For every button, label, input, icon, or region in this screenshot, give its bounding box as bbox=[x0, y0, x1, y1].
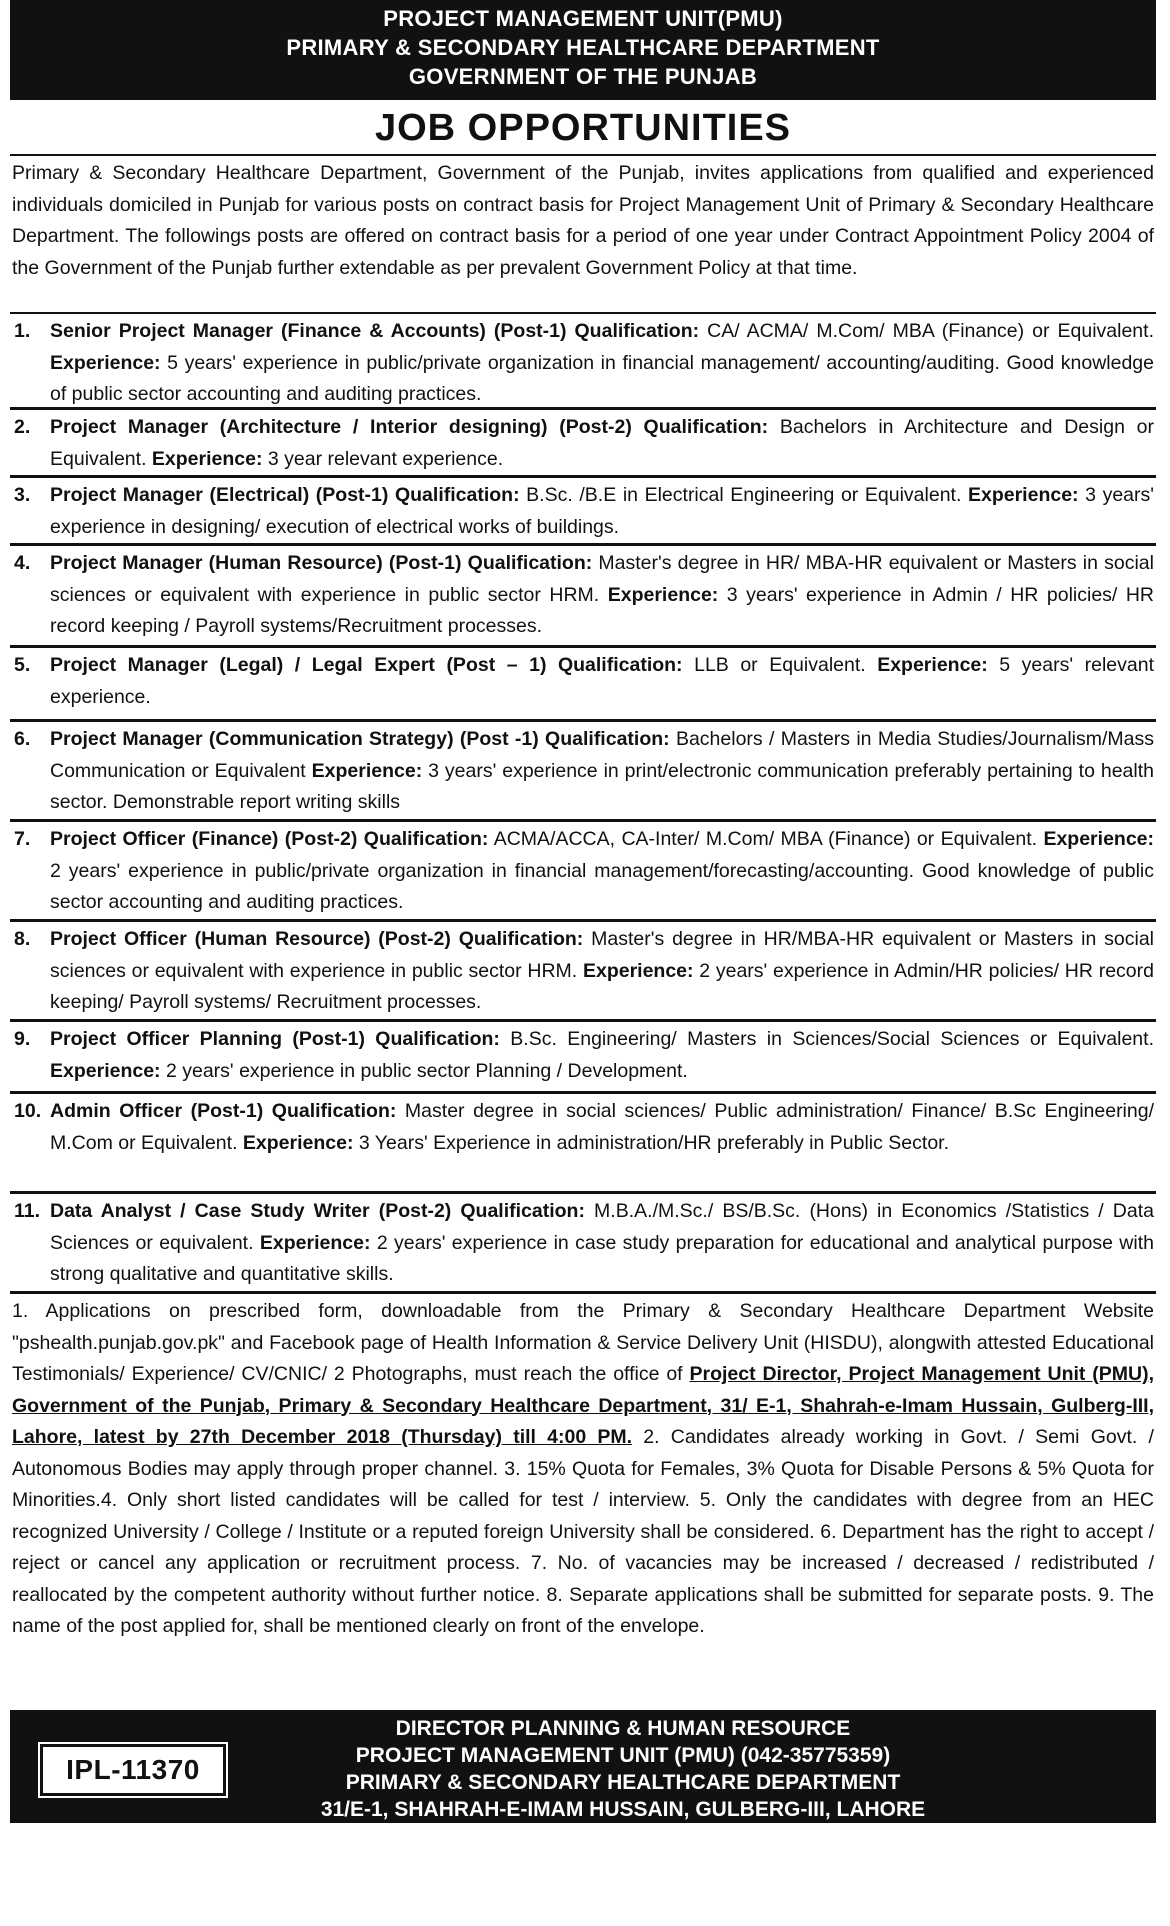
post-number: 10. bbox=[14, 1100, 42, 1122]
experience-label: Experience: bbox=[50, 351, 161, 374]
experience-label: Experience: bbox=[607, 583, 719, 606]
post-qualification: Bachelors in Architecture and Design or Equivalent. bbox=[50, 416, 1155, 470]
post-number: 5. bbox=[14, 654, 31, 676]
post-title: Project Manager (Architecture / Interior designing) (Post-2) Qualification: bbox=[50, 416, 769, 438]
intro-paragraph: Primary & Secondary Healthcare Department, Government of the Punjab, invites applications from qualified and experienced individuals domiciled in Punjab for various posts on contract basis for Project Management Unit of Primary & Secondary Healthcare Department. The followings posts are offered on contract basis for a period of one year under Contract Appointment Policy 2004 of the Government of the Punjab further extendable as per prevalent Government Policy at that time. bbox=[10, 156, 1156, 314]
post-number: 4. bbox=[14, 552, 31, 574]
experience-label: Experience: bbox=[259, 1231, 371, 1254]
post-number: 2. bbox=[14, 416, 31, 438]
post-experience: 3 year relevant experience. bbox=[262, 447, 504, 470]
post-item bbox=[10, 648, 1156, 722]
post-item bbox=[10, 314, 1156, 410]
post-title: Project Officer (Human Resource) (Post-2) Qualification: bbox=[50, 928, 584, 950]
post-number: 9. bbox=[14, 1028, 31, 1050]
post-text bbox=[50, 924, 1154, 1019]
footer-line-unit: PROJECT MANAGEMENT UNIT (PMU) (042-35775359) bbox=[355, 1744, 891, 1767]
post-number: 7. bbox=[14, 828, 31, 850]
post-text bbox=[50, 480, 1154, 543]
post-item bbox=[10, 1094, 1156, 1194]
post-title: Project Officer (Finance) (Post-2) Qualification: bbox=[50, 828, 489, 850]
post-qualification: B.Sc. /B.E in Electrical Engineering or Equivalent. bbox=[519, 484, 968, 506]
post-number: 6. bbox=[14, 728, 31, 750]
post-title: Project Officer Planning (Post-1) Qualification: bbox=[50, 1028, 500, 1050]
post-item bbox=[10, 822, 1156, 922]
experience-label: Experience: bbox=[311, 759, 423, 782]
post-experience: 3 years' experience in print/electronic communication preferably pertaining to health sector. Demonstrable report writing skills bbox=[50, 759, 1154, 813]
post-item bbox=[10, 1194, 1156, 1294]
header-banner bbox=[10, 0, 1156, 100]
post-item bbox=[10, 546, 1156, 648]
post-qualification: M.B.A./M.Sc./ BS/B.Sc. (Hons) in Economics /Statistics / Data Sciences or equivalent. bbox=[50, 1200, 1154, 1254]
post-experience: 2 years' experience in public sector Planning / Development. bbox=[160, 1059, 688, 1082]
footer-line-address: 31/E-1, SHAHRAH-E-IMAM HUSSAIN, GULBERG-III, LAHORE bbox=[320, 1798, 926, 1821]
post-text bbox=[50, 1096, 1154, 1191]
post-item bbox=[10, 922, 1156, 1022]
post-item bbox=[10, 722, 1156, 822]
footer-line-department: PRIMARY & SECONDARY HEALTHCARE DEPARTMENT bbox=[345, 1771, 901, 1794]
post-title: Project Manager (Legal) / Legal Expert (Post – 1) Qualification: bbox=[50, 654, 683, 676]
post-experience: 3 Years' Experience in administration/HR preferably in Public Sector. bbox=[353, 1131, 949, 1154]
post-number: 8. bbox=[14, 928, 31, 950]
experience-label: Experience: bbox=[242, 1131, 354, 1154]
post-experience: 5 years' relevant experience. bbox=[50, 654, 1154, 708]
experience-label: Experience: bbox=[877, 654, 988, 676]
application-notes bbox=[10, 1294, 1156, 1712]
post-qualification: CA/ ACMA/ M.Com/ MBA (Finance) or Equivalent. bbox=[699, 320, 1154, 342]
post-experience: 2 years' experience in Admin/HR policies/ HR record keeping/ Payroll systems/ Recruitment processes. bbox=[50, 959, 1154, 1013]
notes-address: Project Director, Project Management Unit (PMU), Government of the Punjab, Primary & Secondary Healthcare Department, 31/ E-1, Shahrah-e-Imam Hussain, Gulberg-III, Lahore, latest by 27th December 2018 (Thursday) till 4:00 PM. bbox=[12, 1363, 1154, 1448]
post-item bbox=[10, 478, 1156, 546]
posts-list bbox=[10, 314, 1156, 1294]
post-title: Project Manager (Electrical) (Post-1) Qualification: bbox=[50, 484, 520, 506]
experience-label: Experience: bbox=[582, 959, 694, 982]
post-item bbox=[10, 410, 1156, 478]
header-line-unit: PROJECT MANAGEMENT UNIT(PMU) bbox=[383, 6, 783, 31]
post-title: Senior Project Manager (Finance & Accounts) (Post-1) Qualification: bbox=[50, 320, 700, 342]
page-title: JOB OPPORTUNITIES bbox=[10, 100, 1156, 156]
post-qualification: Master degree in social sciences/ Public administration/ Finance/ B.Sc Engineering/ M.Com or Equivalent. bbox=[50, 1100, 1154, 1154]
post-experience: 3 years' experience in Admin / HR policies/ HR record keeping / Payroll systems/Recruitment processes. bbox=[50, 583, 1155, 637]
footer-line-director: DIRECTOR PLANNING & HUMAN RESOURCE bbox=[395, 1717, 851, 1740]
post-qualification: ACMA/ACCA, CA-Inter/ M.Com/ MBA (Finance) or Equivalent. bbox=[488, 828, 1044, 850]
experience-label: Experience: bbox=[151, 447, 263, 470]
post-number: 1. bbox=[14, 320, 31, 342]
post-text bbox=[50, 1196, 1154, 1291]
post-qualification: Master's degree in HR/MBA-HR equivalent or Masters in social sciences or equivalent with experience in public sector HRM. bbox=[50, 928, 1154, 982]
post-title: Project Manager (Human Resource) (Post-1) Qualification: bbox=[50, 552, 593, 574]
header-line-government: GOVERNMENT OF THE PUNJAB bbox=[408, 64, 758, 89]
post-text bbox=[50, 724, 1154, 819]
post-text bbox=[50, 316, 1154, 407]
post-text bbox=[50, 412, 1154, 475]
post-qualification: B.Sc. Engineering/ Masters in Sciences/Social Sciences or Equivalent. bbox=[499, 1028, 1154, 1050]
post-title: Project Manager (Communication Strategy) (Post -1) Qualification: bbox=[50, 728, 670, 750]
header-line-department: PRIMARY & SECONDARY HEALTHCARE DEPARTMENT bbox=[286, 35, 880, 60]
post-text bbox=[50, 548, 1154, 645]
post-title: Data Analyst / Case Study Writer (Post-2) Qualification: bbox=[50, 1200, 585, 1222]
post-number: 11. bbox=[14, 1200, 41, 1222]
post-number: 3. bbox=[14, 484, 31, 506]
ipl-reference-box: IPL-11370 bbox=[40, 1744, 226, 1796]
experience-label: Experience: bbox=[967, 484, 1079, 506]
post-qualification: Master's degree in HR/ MBA-HR equivalent or Masters in social sciences or equivalent with experience in public sector HRM. bbox=[50, 552, 1154, 606]
post-title: Admin Officer (Post-1) Qualification: bbox=[50, 1100, 397, 1122]
post-text bbox=[50, 650, 1154, 719]
post-qualification: LLB or Equivalent. bbox=[682, 654, 878, 676]
post-text bbox=[50, 1024, 1154, 1091]
experience-label: Experience: bbox=[50, 1059, 161, 1082]
notes-part-1: 1. Applications on prescribed form, downloadable from the Primary & Secondary Healthcare Department Website "pshealth.punjab.gov.pk" and Facebook page of Health Information & Service Delivery Unit (HISDU), alongwith attested Educational Testimonials/ Experience/ CV/CNIC/ 2 Photographs, must reach the office of bbox=[12, 1300, 1154, 1385]
post-experience: 2 years' experience in case study preparation for educational and analytical purpose with strong qualitative and quantitative skills. bbox=[50, 1231, 1154, 1285]
post-text bbox=[50, 824, 1154, 919]
post-experience: 2 years' experience in public/private organization in financial management/forecasting/accounting. Good knowledge of public sector accounting and auditing practices. bbox=[50, 859, 1154, 913]
post-experience: 5 years' experience in public/private organization in financial management/ accounting/auditing. Good knowledge of public sector accounting and auditing practices. bbox=[50, 351, 1154, 405]
post-qualification: Bachelors / Masters in Media Studies/Journalism/Mass Communication or Equivalent bbox=[50, 728, 1154, 782]
experience-label: Experience: bbox=[1043, 828, 1155, 850]
post-experience: 3 years' experience in designing/ execution of electrical works of buildings. bbox=[50, 484, 1154, 538]
notes-part-2: 2. Candidates already working in Govt. / Semi Govt. / Autonomous Bodies may apply through proper channel. 3. 15% Quota for Females, 3% Quota for Disable Persons & 5% Quota for Minorities.4. Only short listed candidates will be called for test / interview. 5. Only the candidates with degree from an HEC recognized University / College / Institute or a reputed foreign University shall be considered. 6. Department has the right to accept / reject or cancel any application or recruitment process. 7. No. of vacancies may be increased / decreased / redistributed / reallocated by the competent authority without further notice. 8. Separate applications shall be submitted for separate posts. 9. The name of the post applied for, shall be mentioned clearly on front of the envelope. bbox=[12, 1426, 1154, 1637]
post-item bbox=[10, 1022, 1156, 1094]
footer-banner bbox=[10, 1712, 1156, 1823]
